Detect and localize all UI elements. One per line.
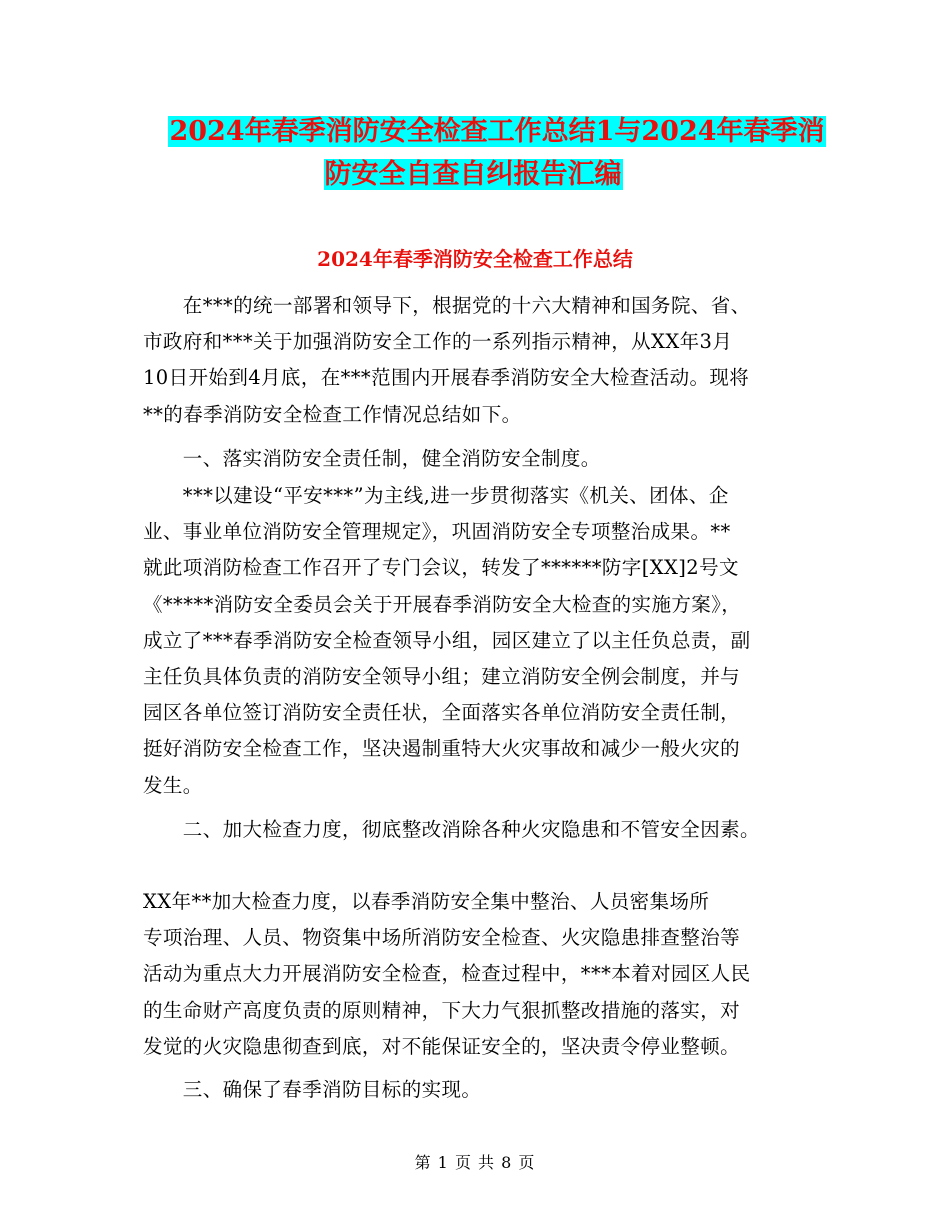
text-line: 一、落实消防安全责任制，健全消防安全制度。 xyxy=(143,447,601,470)
text-line: 发生。 xyxy=(143,773,203,797)
heading-two xyxy=(143,812,823,848)
text-line: 成立了***春季消防安全检查领导小组，园区建立了以主任负总责，副 xyxy=(143,628,751,652)
text-line: 主任负具体负责的消防安全领导小组；建立消防安全例会制度，并与 xyxy=(143,665,741,689)
text-line: 《*****消防安全委员会关于开展春季消防安全大检查的实施方案》， xyxy=(143,592,742,616)
text-line: 发觉的火灾隐患彻查到底，对不能保证安全的，坚决责令停业整顿。 xyxy=(143,1034,741,1058)
paragraph-intro xyxy=(143,288,823,433)
paragraph-responsibility xyxy=(143,478,823,804)
document-title-text-1: 2024年春季消防安全检查工作总结1与2024年春季消 xyxy=(169,116,825,147)
text-line: 活动为重点大力开展消防安全检查，检查过程中，***本着对园区人民 xyxy=(143,962,751,986)
document-title-line-2 xyxy=(0,153,948,197)
document-title-text-2: 防安全自查自纠报告汇编 xyxy=(324,159,622,190)
text-line: **的春季消防安全检查工作情况总结如下。 xyxy=(143,402,522,426)
text-line: 在***的统一部署和领导下，根据党的十六大精神和国务院、省、 xyxy=(143,294,751,317)
text-line: 园区各单位签订消防安全责任状，全面落实各单位消防安全责任制， xyxy=(143,701,741,725)
heading-one xyxy=(143,441,823,477)
section-title: 2024年春季消防安全检查工作总结 xyxy=(317,247,633,271)
text-line: 就此项消防检查工作召开了专门会议，转发了******防字[XX]2号文 xyxy=(143,556,739,580)
page-number-footer: 第 1 页 共 8 页 xyxy=(414,1153,536,1172)
document-title-line-1 xyxy=(22,110,950,154)
text-line: 二、加大检查力度，彻底整改消除各种火灾隐患和不管安全因素。 xyxy=(143,818,760,841)
text-line: 业、事业单位消防安全管理规定》，巩固消防安全专项整治成果。** xyxy=(143,520,731,544)
text-line: 市政府和***关于加强消防安全工作的一系列指示精神，从XX年3月 xyxy=(143,330,733,354)
text-line: 专项治理、人员、物资集中场所消防安全检查、火灾隐患排查整治等 xyxy=(143,926,741,950)
text-line: 的生命财产高度负责的原则精神，下大力气狠抓整改措施的落实，对 xyxy=(143,998,741,1022)
paragraph-inspection xyxy=(143,884,823,1065)
text-line: 挺好消防安全检查工作，坚决遏制重特大火灾事故和减少一般火灾的 xyxy=(143,737,741,761)
text-line: XX年**加大检查力度，以春季消防安全集中整治、人员密集场所 xyxy=(143,890,710,913)
heading-three xyxy=(143,1072,823,1108)
text-line: 10日开始到4月底，在***范围内开展春季消防安全大检查活动。现将 xyxy=(143,366,750,390)
text-line: ***以建设“平安***”为主线,进一步贯彻落实《机关、团体、企 xyxy=(143,484,729,507)
text-line: 三、确保了春季消防目标的实现。 xyxy=(143,1078,482,1101)
